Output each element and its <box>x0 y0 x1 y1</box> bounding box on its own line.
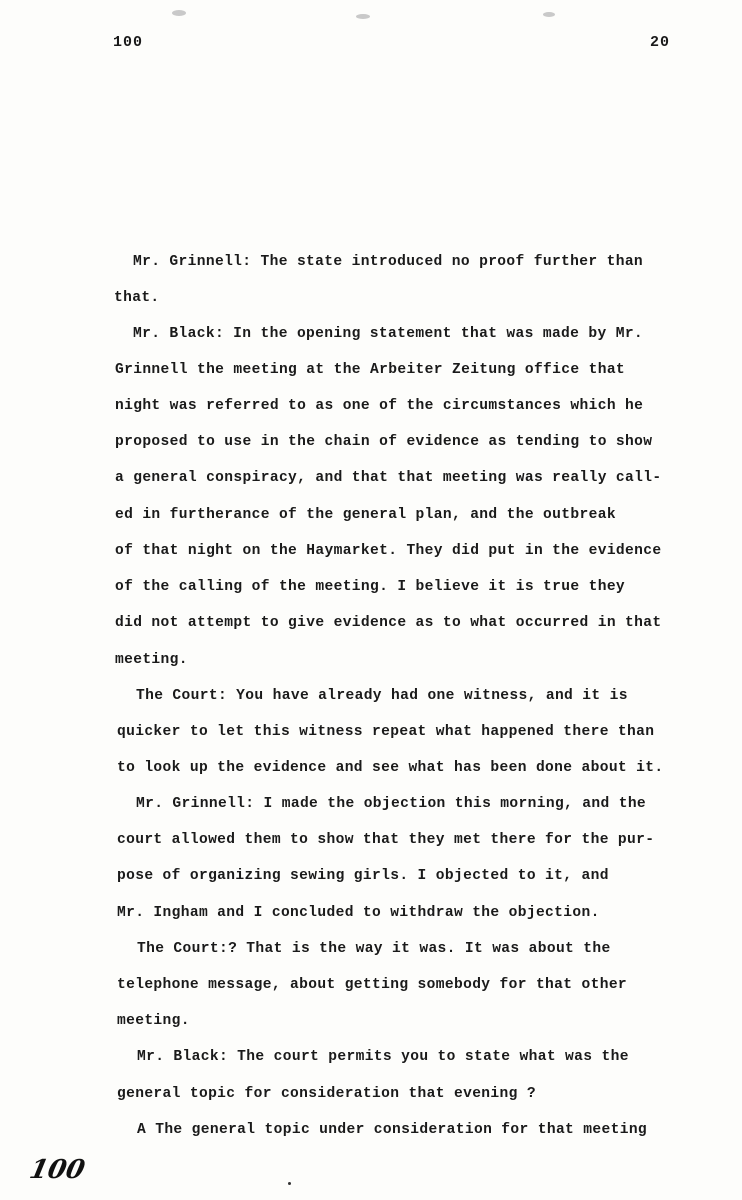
transcript-line: court allowed them to show that they met there for the pur- <box>117 832 655 848</box>
transcript-line: Mr. Ingham and I concluded to withdraw the objection. <box>117 905 600 921</box>
transcript-line: Mr. Grinnell: The state introduced no proof further than <box>133 254 644 270</box>
transcript-line: night was referred to as one of the circumstances which he <box>115 398 644 414</box>
transcript-line: Mr. Grinnell: I made the objection this morning, and the <box>136 796 647 812</box>
transcript-line: telephone message, about getting somebody for that other <box>117 977 628 993</box>
transcript-line: The Court: You have already had one witness, and it is <box>136 688 628 704</box>
transcript-line: Mr. Black: In the opening statement that was made by Mr. <box>133 326 644 342</box>
transcript-line: A The general topic under consideration for that meeting <box>137 1122 648 1138</box>
scan-mark <box>172 10 186 16</box>
transcript-line: that. <box>114 290 160 306</box>
transcript-line: to look up the evidence and see what has been done about it. <box>117 760 664 776</box>
transcript-line: Mr. Black: The court permits you to state what was the <box>137 1049 629 1065</box>
transcript-line: of the calling of the meeting. I believe it is true they <box>115 579 626 595</box>
handwritten-page-number: 100 <box>26 1155 88 1185</box>
transcript-line: of that night on the Haymarket. They did put in the evidence <box>115 543 662 559</box>
transcript-line: pose of organizing sewing girls. I objected to it, and <box>117 868 609 884</box>
transcript-line: did not attempt to give evidence as to what occurred in that <box>115 615 662 631</box>
transcript-line: proposed to use in the chain of evidence as tending to show <box>115 434 653 450</box>
transcript-line: meeting. <box>117 1013 190 1029</box>
transcript-line: a general conspiracy, and that that meeting was really call- <box>115 470 662 486</box>
transcript-line: general topic for consideration that evening ? <box>117 1086 536 1102</box>
page-number-right: 20 <box>650 34 671 51</box>
transcript-line: Grinnell the meeting at the Arbeiter Zeitung office that <box>115 362 626 378</box>
transcript-line: The Court:? That is the way it was. It was about the <box>137 941 611 957</box>
transcript-line: meeting. <box>115 652 188 668</box>
scan-mark <box>543 12 555 17</box>
scan-mark <box>356 14 370 19</box>
page-number-left: 100 <box>113 34 144 51</box>
transcript-line: ed in furtherance of the general plan, and the outbreak <box>115 507 616 523</box>
scan-mark <box>288 1182 291 1185</box>
transcript-line: quicker to let this witness repeat what happened there than <box>117 724 655 740</box>
